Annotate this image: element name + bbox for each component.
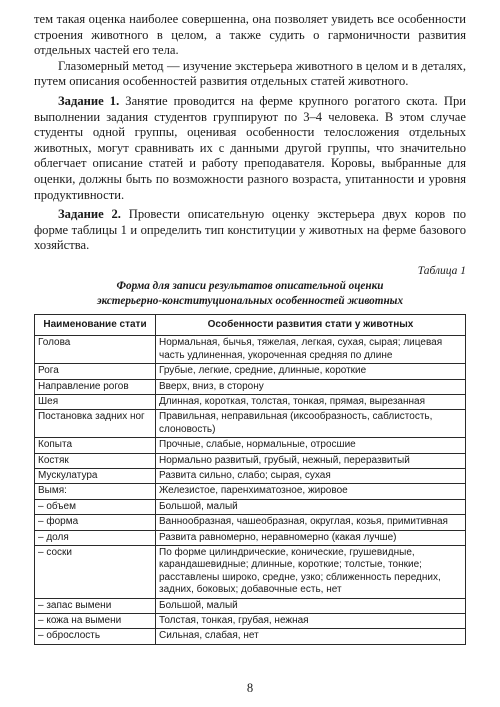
task-2-text: Провести описательную оценку экстерьера двух коров по форме таблицы 1 и определить тип конституции у животных на ферме базового хозяйства.	[34, 207, 466, 253]
cell-trait-description: Нормальная, бычья, тяжелая, легкая, сухая, сырая; лицевая часть удлиненная, укороченная средняя по длине	[156, 336, 466, 364]
table-row	[35, 336, 466, 364]
column-header-name: Наименование стати	[35, 314, 156, 335]
cell-trait-description: Развита сильно, слабо; сырая, сухая	[156, 468, 466, 483]
cell-trait-description: Железистое, паренхиматозное, жировое	[156, 484, 466, 499]
paragraph-task-1	[34, 94, 466, 203]
table-title-line-1: Форма для записи результатов описательной оценки	[116, 279, 384, 292]
cell-trait-name: – объем	[35, 499, 156, 514]
table-body	[35, 336, 466, 645]
exterior-assessment-table	[34, 314, 466, 645]
cell-trait-description: Длинная, короткая, толстая, тонкая, прямая, вырезанная	[156, 394, 466, 409]
paragraph-task-2	[34, 207, 466, 254]
task-1-text: Занятие проводится на ферме крупного рогатого скота. При выполнении задания студентов группируют по 3–4 человека. В этом случае студенты одной группы, оценивая особенности телосложения отдельных животных, могут сравнивать их с данными другой группы, что значительно облегчает описание статей и работу преподавателя. Коровы, выбранные для оценки, должны быть по возможности разного возраста, упитанности и уровня продуктивности.	[34, 93, 466, 202]
paragraph-intro: тем такая оценка наиболее совершенна, она позволяет увидеть все особенности строения животного в целом, а также судить о гармоничности развития отдельных частей его тела.	[34, 12, 466, 58]
table-row	[35, 453, 466, 468]
cell-trait-description: Большой, малый	[156, 499, 466, 514]
cell-trait-name: – кожа на вымени	[35, 614, 156, 629]
paragraph-visual-method: Глазомерный метод — изучение экстерьера животного в целом и в деталях, путем описания особенностей развития отдельных статей животного.	[34, 58, 466, 89]
table-header-row	[35, 314, 466, 335]
cell-trait-name: – соски	[35, 546, 156, 599]
cell-trait-name: Направление рогов	[35, 379, 156, 394]
table-row	[35, 364, 466, 379]
cell-trait-name: – запас вымени	[35, 598, 156, 613]
task-1-label: Задание 1.	[58, 93, 120, 108]
table-row	[35, 629, 466, 644]
cell-trait-description: Грубые, легкие, средние, длинные, короткие	[156, 364, 466, 379]
cell-trait-description: Развита равномерно, неравномерно (какая лучше)	[156, 530, 466, 545]
cell-trait-description: Сильная, слабая, нет	[156, 629, 466, 644]
cell-trait-description: Нормально развитый, грубый, нежный, переразвитый	[156, 453, 466, 468]
cell-trait-name: Мускулатура	[35, 468, 156, 483]
cell-trait-name: Копыта	[35, 438, 156, 453]
cell-trait-name: Рога	[35, 364, 156, 379]
table-row	[35, 530, 466, 545]
cell-trait-description: По форме цилиндрические, конические, грушевидные, карандашевидные; длинные, короткие; толстые, тонкие; расставлены широко, средне, узко; сближенность передних, задних, боковых; добавочные есть, нет	[156, 546, 466, 599]
table-row	[35, 614, 466, 629]
cell-trait-name: Костяк	[35, 453, 156, 468]
cell-trait-description: Ваннообразная, чашеобразная, округлая, козья, примитивная	[156, 515, 466, 530]
cell-trait-description: Толстая, тонкая, грубая, нежная	[156, 614, 466, 629]
table-row	[35, 379, 466, 394]
table-row	[35, 515, 466, 530]
table-row	[35, 410, 466, 438]
table-caption: Таблица 1	[417, 264, 466, 277]
cell-trait-name: Постановка задних ног	[35, 410, 156, 438]
cell-trait-name: Голова	[35, 336, 156, 364]
table-title-line-2: экстерьерно-конституциональных особенностей животных	[96, 294, 404, 307]
task-2-label: Задание 2.	[58, 207, 121, 222]
cell-trait-description: Правильная, неправильная (иксообразность, саблистость, слоновость)	[156, 410, 466, 438]
cell-trait-name: – оброслость	[35, 629, 156, 644]
cell-trait-description: Большой, малый	[156, 598, 466, 613]
column-header-description: Особенности развития стати у животных	[156, 314, 466, 335]
cell-trait-name: – форма	[35, 515, 156, 530]
cell-trait-name: – доля	[35, 530, 156, 545]
table-row	[35, 546, 466, 599]
cell-trait-description: Прочные, слабые, нормальные, отросшие	[156, 438, 466, 453]
table-row	[35, 438, 466, 453]
page-number: 8	[246, 681, 254, 695]
table-row	[35, 598, 466, 613]
cell-trait-description: Вверх, вниз, в сторону	[156, 379, 466, 394]
table-row	[35, 394, 466, 409]
cell-trait-name: Шея	[35, 394, 156, 409]
table-row	[35, 499, 466, 514]
cell-trait-name: Вымя:	[35, 484, 156, 499]
table-row	[35, 484, 466, 499]
table-row	[35, 468, 466, 483]
